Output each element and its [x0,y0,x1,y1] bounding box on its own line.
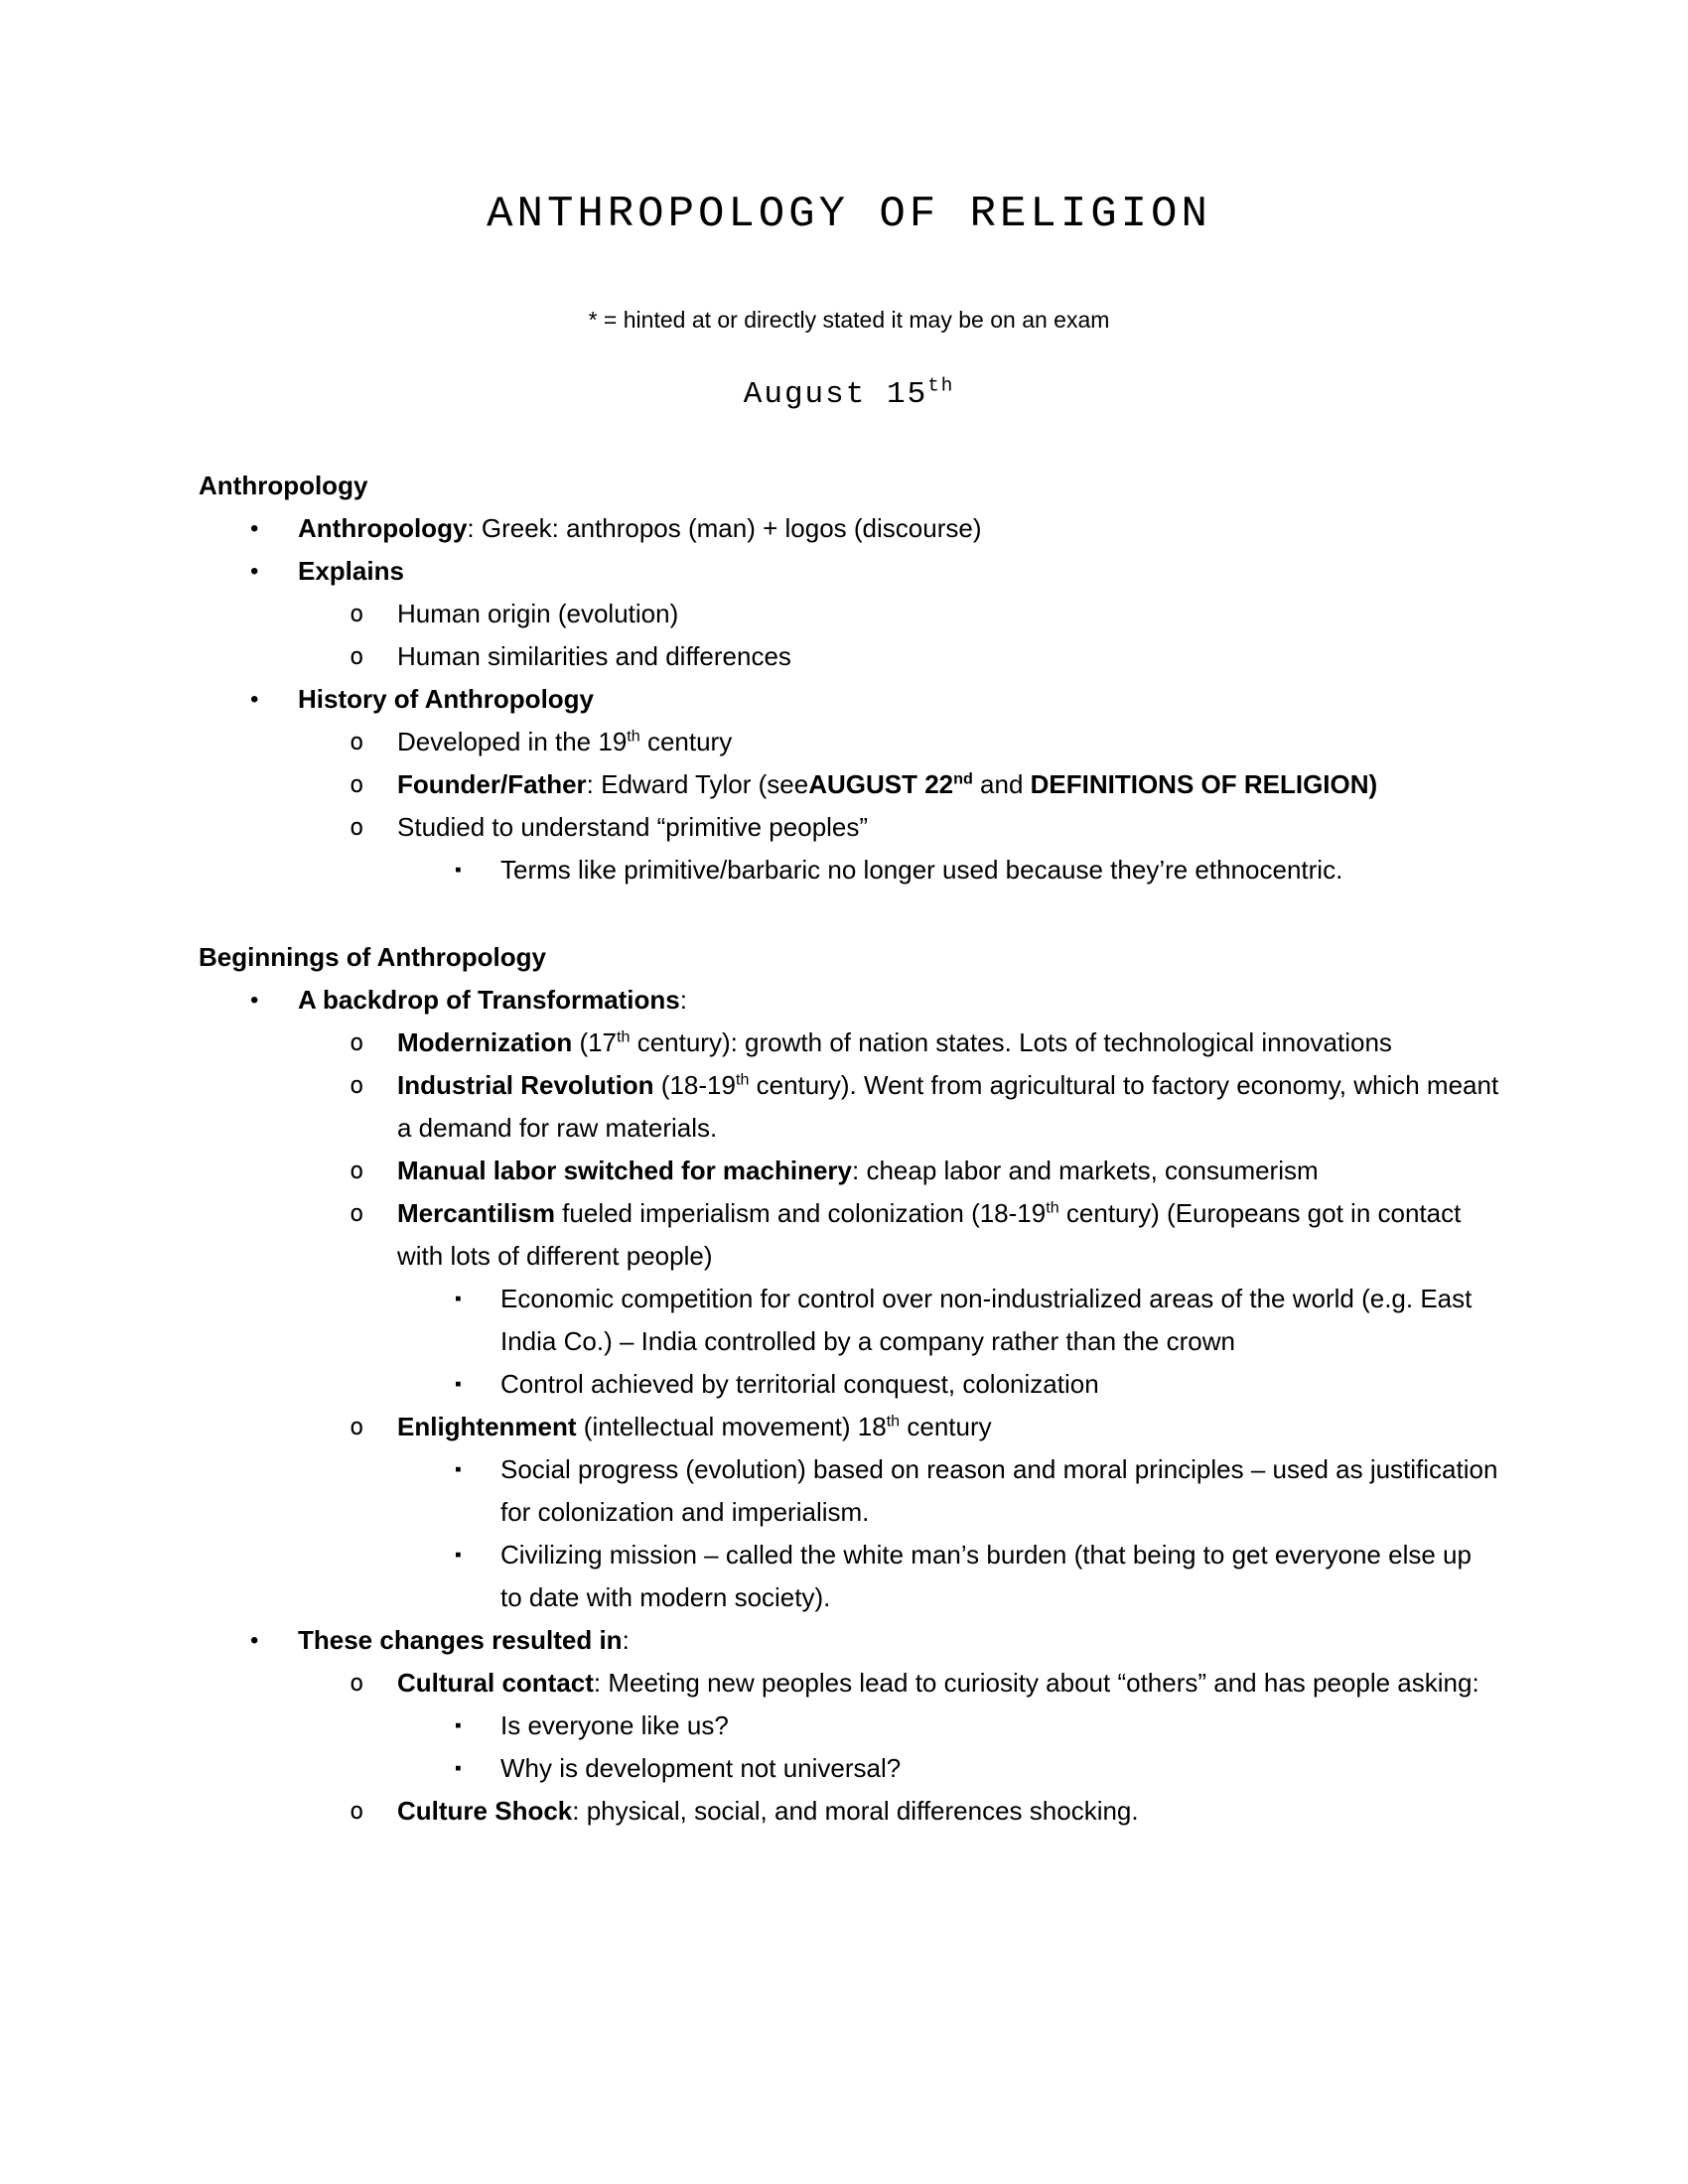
list-item-text: Why is development not universal? [500,1753,902,1783]
circle-bullet-icon: o [350,642,364,670]
list-item [199,1619,1499,1662]
circle-bullet-icon: o [350,813,364,841]
list-item-text: Explains [298,556,404,586]
list-item-text: Social progress (evolution) based on reason and moral principles – used as justification for colonization and imperialism. [500,1454,1498,1527]
section-heading: Beginnings of Anthropology [199,942,546,972]
list-item [199,678,1499,721]
list-item [199,763,1499,806]
square-bullet-icon: ▪ [455,1545,462,1566]
circle-bullet-icon: o [350,1028,364,1056]
list-item-text: Manual labor switched for machinery: cheap labor and markets, consumerism [397,1156,1319,1185]
list-item [199,1705,1499,1747]
square-bullet-icon: ▪ [455,1289,462,1309]
list-item [199,593,1499,635]
list-item [199,635,1499,678]
list-item-text: History of Anthropology [298,684,595,714]
square-bullet-icon: ▪ [455,860,462,881]
list-item-text: Human similarities and differences [397,641,791,671]
circle-bullet-icon: o [350,1199,364,1227]
circle-bullet-icon: o [350,1071,364,1099]
list-item [199,1747,1499,1790]
list-item [199,1278,1499,1363]
list-item-text: Culture Shock: physical, social, and moral differences shocking. [397,1796,1139,1826]
document-title: ANTHROPOLOGY OF RELIGION [487,190,1211,239]
list-item-text: A backdrop of Transformations: [298,985,687,1015]
list-item-text: Cultural contact: Meeting new peoples lead to curiosity about “others” and has people asking: [397,1668,1479,1698]
list-item [199,507,1499,550]
list-item-text: These changes resulted in: [298,1625,630,1655]
list-item [199,721,1499,763]
list-item [199,1406,1499,1448]
disc-bullet-icon: • [250,558,259,585]
notes-section [199,465,1499,891]
list-item [199,1448,1499,1534]
list-item-text: Anthropology: Greek: anthropos (man) + logos (discourse) [298,513,982,543]
circle-bullet-icon: o [350,1413,364,1440]
circle-bullet-icon: o [350,1797,364,1825]
list-item-text: Human origin (evolution) [397,599,679,628]
list-item-text: Modernization (17th century): growth of nation states. Lots of technological innovations [397,1027,1392,1057]
disc-bullet-icon: • [250,686,259,713]
list-item [199,1534,1499,1619]
lecture-date-ordinal: th [927,374,955,397]
list-item-text: Industrial Revolution (18-19th century). Went from agricultural to factory economy, which meant a demand for raw materials. [397,1070,1499,1143]
list-item-text: Enlightenment (intellectual movement) 18th century [397,1412,992,1441]
list-item-text: Is everyone like us? [500,1710,729,1740]
disc-bullet-icon: • [250,515,259,542]
circle-bullet-icon: o [350,770,364,798]
circle-bullet-icon: o [350,1669,364,1697]
section-heading: Anthropology [199,471,368,500]
square-bullet-icon: ▪ [455,1459,462,1480]
list-item [199,1790,1499,1833]
list-item [199,1363,1499,1406]
list-item [199,1192,1499,1278]
list-item-text: Economic competition for control over non-industrialized areas of the world (e.g. East India Co.) – India controlled by a company rather than the crown [500,1284,1473,1356]
list-item-text: Mercantilism fueled imperialism and colonization (18-19th century) (Europeans got in contact with lots of different people) [397,1198,1462,1271]
list-item [199,1022,1499,1064]
square-bullet-icon: ▪ [455,1715,462,1736]
square-bullet-icon: ▪ [455,1374,462,1395]
list-item-text: Control achieved by territorial conquest, colonization [500,1369,1099,1399]
list-item-text: Terms like primitive/barbaric no longer used because they’re ethnocentric. [500,855,1343,885]
list-item [199,1064,1499,1150]
exam-hint-legend: * = hinted at or directly stated it may be on an exam [588,307,1110,333]
list-item-text: Studied to understand “primitive peoples” [397,812,869,842]
list-item [199,1150,1499,1192]
lecture-date-text: August 15 [743,377,928,412]
circle-bullet-icon: o [350,728,364,755]
circle-bullet-icon: o [350,1157,364,1184]
disc-bullet-icon: • [250,987,259,1014]
list-item [199,1662,1499,1705]
circle-bullet-icon: o [350,600,364,627]
list-item [199,550,1499,593]
lecture-date [199,374,1499,413]
list-item [199,806,1499,849]
disc-bullet-icon: • [250,1627,259,1654]
list-item-text: Founder/Father: Edward Tylor (seeAUGUST 22nd and DEFINITIONS OF RELIGION) [397,769,1378,799]
list-item-text: Developed in the 19th century [397,727,733,756]
list-item [199,849,1499,891]
list-item [199,979,1499,1022]
list-item-text: Civilizing mission – called the white man’s burden (that being to get everyone else up to date with modern society). [500,1540,1472,1612]
document-body [199,465,1499,1833]
notes-section [199,936,1499,1833]
square-bullet-icon: ▪ [455,1758,462,1779]
